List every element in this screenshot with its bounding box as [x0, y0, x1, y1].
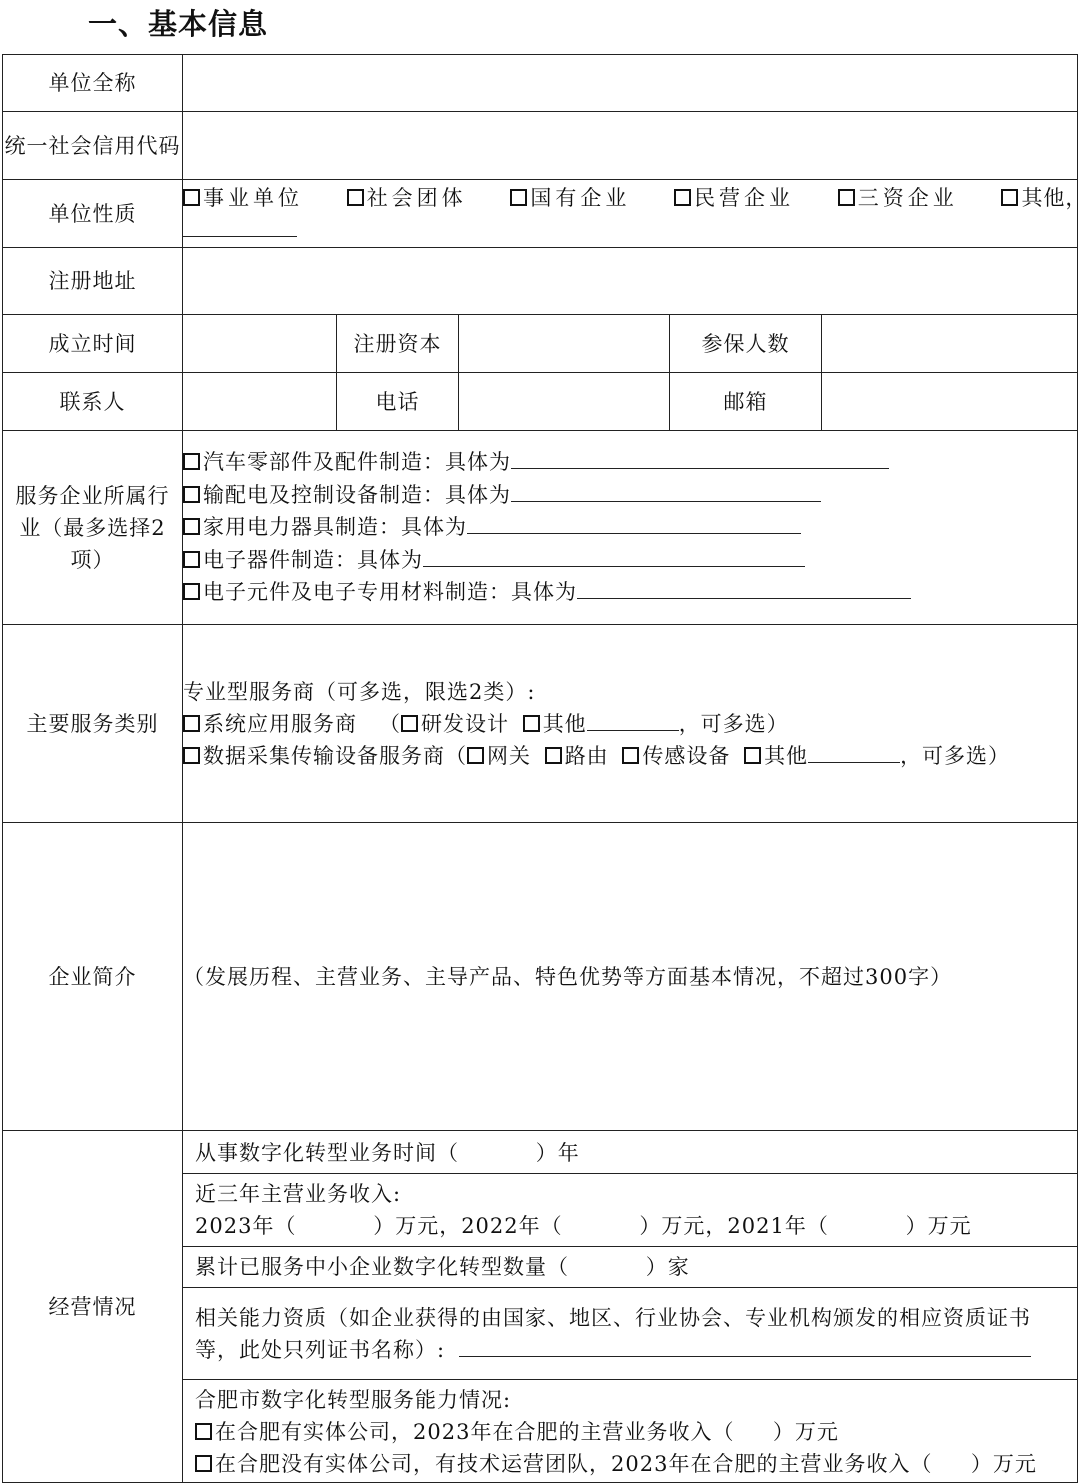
nature-option-foreign-invested[interactable]: 三资企业	[838, 186, 958, 210]
row-profile	[3, 823, 1078, 1131]
row-contact	[3, 373, 1078, 431]
industry-option-electronic-components[interactable]: 电子元件及电子专用材料制造：具体为	[183, 576, 1077, 609]
nature-other-blank[interactable]	[183, 214, 297, 237]
nature-option-state-owned[interactable]: 国有企业	[510, 186, 630, 210]
nature-option-other[interactable]: 其他，	[1001, 186, 1087, 210]
label-capital: 注册资本	[337, 315, 459, 373]
label-credit-code: 统一社会信用代码	[3, 112, 183, 180]
checkbox-icon[interactable]	[510, 189, 527, 206]
nature-option-private[interactable]: 民营企业	[674, 186, 794, 210]
industry-detail-blank[interactable]	[467, 511, 801, 534]
checkbox-icon[interactable]	[183, 189, 200, 206]
checkbox-icon[interactable]	[545, 747, 562, 764]
qualification-blank[interactable]	[459, 1334, 1031, 1357]
checkbox-icon[interactable]	[1001, 189, 1018, 206]
industry-detail-blank[interactable]	[511, 446, 889, 469]
nature-options	[183, 182, 1087, 214]
checkbox-icon[interactable]	[183, 453, 200, 470]
section-title: 一、基本信息	[88, 7, 269, 41]
input-email[interactable]	[822, 373, 1078, 431]
checkbox-icon[interactable]	[467, 747, 484, 764]
row-service	[3, 625, 1078, 823]
label-nature: 单位性质	[3, 180, 183, 248]
input-established[interactable]	[183, 315, 337, 373]
label-email: 邮箱	[670, 373, 822, 431]
row-name	[3, 55, 1078, 112]
checkbox-icon[interactable]	[183, 518, 200, 535]
input-contact[interactable]	[183, 373, 337, 431]
row-operations	[3, 1131, 1078, 1483]
checkbox-icon[interactable]	[347, 189, 364, 206]
row-credit-code	[3, 112, 1078, 180]
industry-detail-blank[interactable]	[511, 479, 821, 502]
row-address	[3, 248, 1078, 315]
industry-detail-blank[interactable]	[423, 544, 805, 567]
checkbox-icon[interactable]	[183, 486, 200, 503]
ops-served[interactable]: 累计已服务中小企业数字化转型数量（ ）家	[183, 1247, 1077, 1288]
label-contact: 联系人	[3, 373, 183, 431]
checkbox-icon[interactable]	[183, 715, 200, 732]
label-established: 成立时间	[3, 315, 183, 373]
label-address: 注册地址	[3, 248, 183, 315]
label-industry: 服务企业所属行业（最多选择2项）	[3, 431, 183, 625]
checkbox-icon[interactable]	[401, 715, 418, 732]
row-established	[3, 315, 1078, 373]
checkbox-icon[interactable]	[622, 747, 639, 764]
input-credit-code[interactable]	[183, 112, 1078, 180]
input-insured[interactable]	[822, 315, 1078, 373]
industry-option-electronic-devices[interactable]: 电子器件制造：具体为	[183, 544, 1077, 577]
checkbox-icon[interactable]	[183, 747, 200, 764]
ops-hefei: 合肥市数字化转型服务能力情况: 在合肥有实体公司，2023年在合肥的主营业务收入（ ）万元 在合肥没有实体公司，有技术运营团队，2023年在合肥的主营业务收入（ ）万元	[183, 1380, 1077, 1480]
label-service: 主要服务类别	[3, 625, 183, 823]
ops-years[interactable]: 从事数字化转型业务时间（ ）年	[183, 1133, 1077, 1174]
row-industry	[3, 431, 1078, 625]
label-profile: 企业简介	[3, 823, 183, 1131]
industry-option-auto-parts[interactable]: 汽车零部件及配件制造：具体为	[183, 446, 1077, 479]
hefei-option-entity[interactable]: 在合肥有实体公司，2023年在合肥的主营业务收入（ ）万元	[195, 1416, 1065, 1448]
input-capital[interactable]	[459, 315, 670, 373]
label-name: 单位全称	[3, 55, 183, 112]
label-operations: 经营情况	[3, 1131, 183, 1483]
checkbox-icon[interactable]	[744, 747, 761, 764]
input-phone[interactable]	[459, 373, 670, 431]
label-insured: 参保人数	[670, 315, 822, 373]
checkbox-icon[interactable]	[523, 715, 540, 732]
input-profile[interactable]	[183, 823, 1078, 1131]
service-line-system-app: 系统应用服务商 （ 研发设计 其他 ，可多选）	[183, 708, 1077, 740]
industry-detail-blank[interactable]	[577, 576, 911, 599]
hefei-option-team[interactable]: 在合肥没有实体公司，有技术运营团队，2023年在合肥的主营业务收入（ ）万元	[195, 1448, 1065, 1480]
service-line-data-collection: 数据采集传输设备服务商（ 网关 路由 传感设备 其他 ，可多选）	[183, 740, 1077, 772]
ops-qualifications[interactable]: 相关能力资质（如企业获得的由国家、地区、行业协会、专业机构颁发的相应资质证书 等，此处只列证书名称）:	[183, 1288, 1077, 1380]
label-phone: 电话	[337, 373, 459, 431]
row-nature	[3, 180, 1078, 248]
industry-option-home-appliances[interactable]: 家用电力器具制造：具体为	[183, 511, 1077, 544]
checkbox-icon[interactable]	[674, 189, 691, 206]
nature-option-public-institution[interactable]: 事业单位	[183, 186, 303, 210]
ops-revenue[interactable]: 近三年主营业务收入: 2023年（ ）万元，2022年（ ）万元，2021年（ ）万元	[183, 1174, 1077, 1247]
service-intro: 专业型服务商（可多选，限选2类）:	[183, 679, 536, 704]
service-other-blank[interactable]	[587, 708, 679, 731]
input-address[interactable]	[183, 248, 1078, 315]
checkbox-icon[interactable]	[183, 551, 200, 568]
checkbox-icon[interactable]	[195, 1423, 212, 1440]
checkbox-icon[interactable]	[195, 1455, 212, 1472]
basic-info-table	[2, 54, 1087, 1483]
profile-hint: （发展历程、主营业务、主导产品、特色优势等方面基本情况，不超过300字）	[183, 964, 953, 989]
checkbox-icon[interactable]	[183, 583, 200, 600]
service-other-blank[interactable]	[808, 740, 900, 763]
nature-option-social-group[interactable]: 社会团体	[347, 186, 467, 210]
input-name[interactable]	[183, 55, 1078, 112]
checkbox-icon[interactable]	[838, 189, 855, 206]
industry-option-power-equipment[interactable]: 输配电及控制设备制造：具体为	[183, 479, 1077, 512]
